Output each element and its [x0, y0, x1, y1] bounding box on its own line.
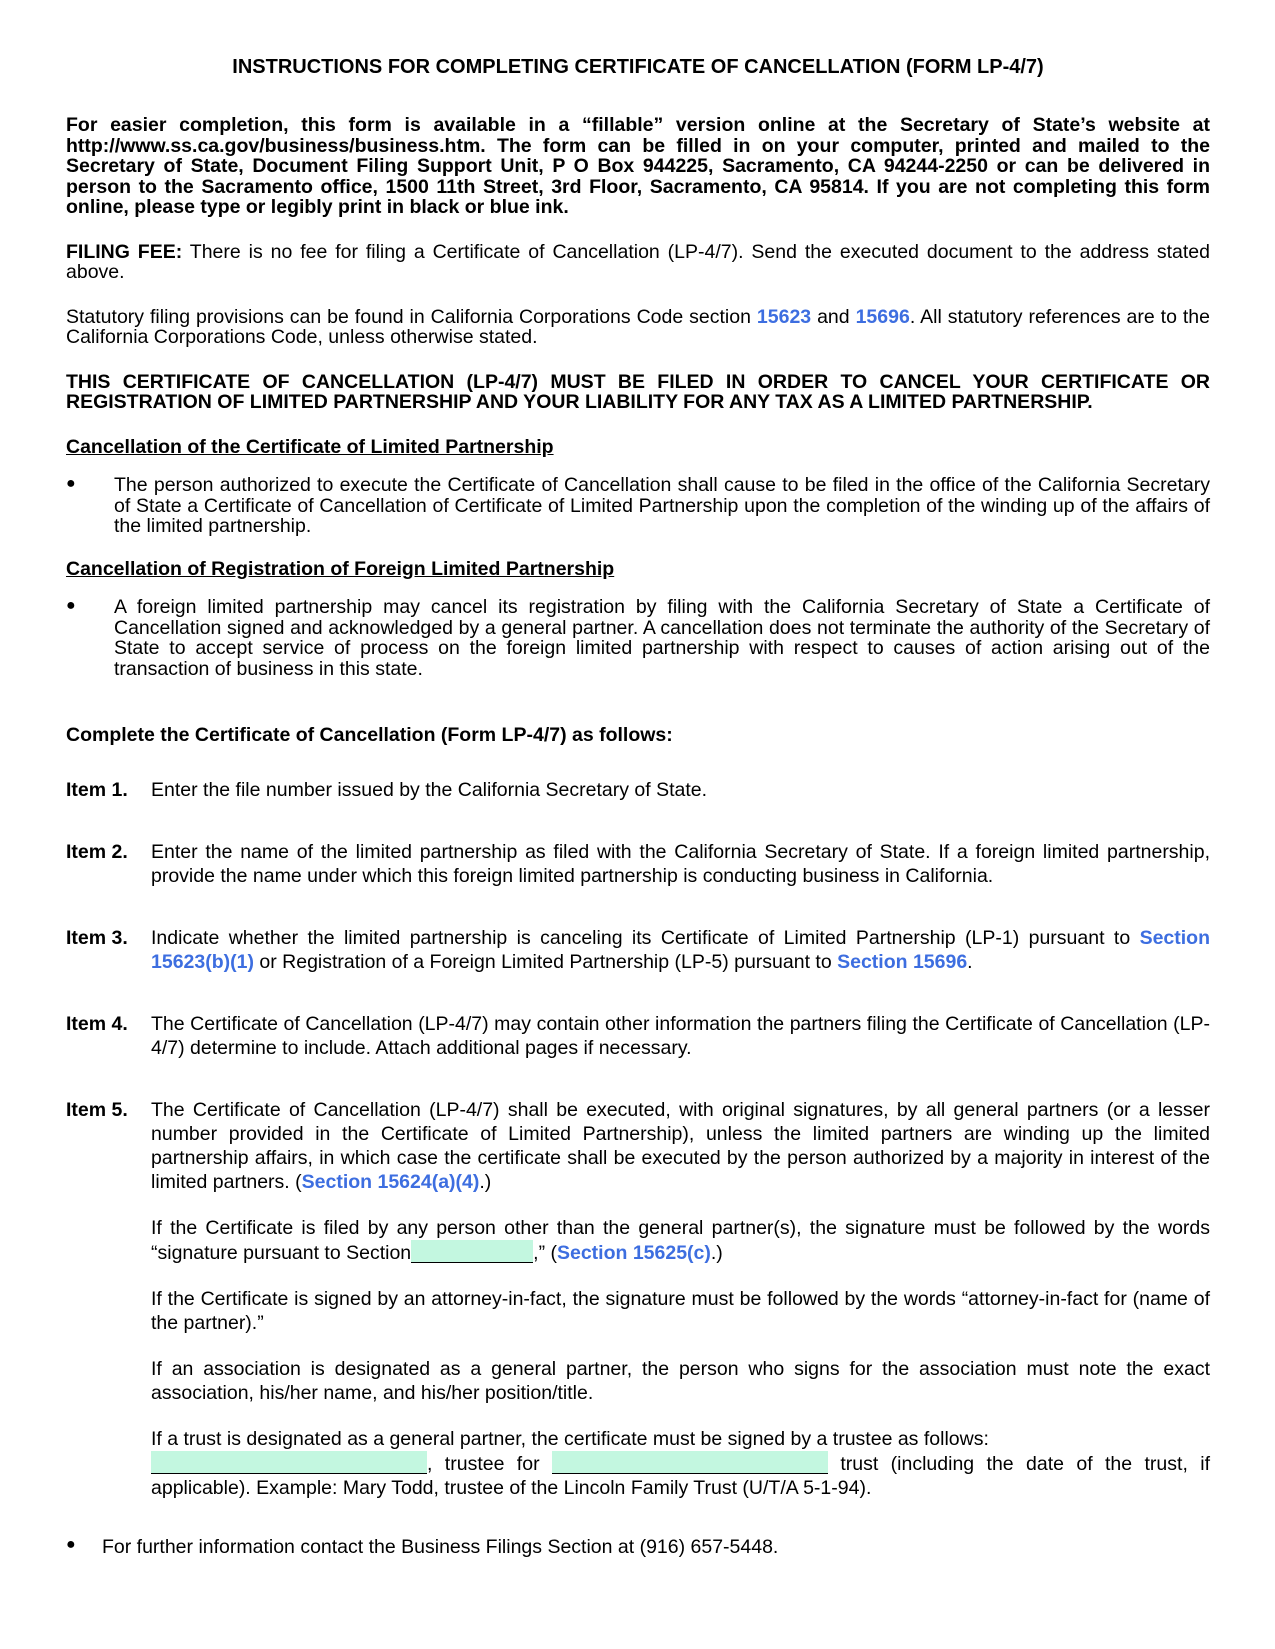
item-5-post: .) — [479, 1170, 492, 1193]
item-5-sub4 — [151, 1427, 1210, 1500]
section1-bullet-text: The person authorized to execute the Certificate of Cancellation shall cause to be filed in the office of the California Secretary of State a Certificate of Cancellation of Certificate of Limited Partnership upon the completion of the winding up of the affairs of the limited partnership. — [114, 474, 1210, 537]
item-2-label: Item 2. — [66, 840, 128, 863]
section1-bullet — [66, 475, 1210, 537]
bullet-icon: ● — [66, 1535, 76, 1553]
item-5-sub4-trustee-for: , trustee for — [427, 1452, 552, 1475]
item-3 — [66, 926, 1210, 974]
item-1-label: Item 1. — [66, 778, 128, 801]
statutory-mid: and — [811, 305, 856, 328]
item-5-label: Item 5. — [66, 1098, 128, 1121]
item-3-label: Item 3. — [66, 926, 128, 949]
item-5-sub1 — [151, 1216, 1210, 1265]
item-5-sub1-post: .) — [710, 1241, 723, 1264]
item-5-sub4-line1: If a trust is designated as a general partner, the certificate must be signed by a trustee as follows: — [151, 1427, 989, 1450]
item-5-text — [151, 1098, 1210, 1194]
section2-heading: Cancellation of Registration of Foreign Limited Partnership — [66, 557, 615, 580]
complete-heading: Complete the Certificate of Cancellation (Form LP-4/7) as follows: — [66, 724, 673, 746]
bullet-icon: ● — [66, 475, 76, 492]
section-15696-link-item3[interactable]: Section 15696 — [837, 950, 968, 973]
filing-fee-label: FILING FEE: — [66, 240, 183, 263]
item-4-label: Item 4. — [66, 1012, 128, 1035]
item-1-text: Enter the file number issued by the California Secretary of State. — [151, 778, 708, 801]
section-15625c-link[interactable]: Section 15625(c) — [556, 1241, 711, 1264]
item-4 — [66, 1012, 1210, 1060]
statutory-paragraph — [66, 307, 1210, 348]
section2-bullet — [66, 597, 1210, 679]
item-5-sub1-mid: ,” ( — [533, 1241, 557, 1264]
section1-heading: Cancellation of the Certificate of Limited Partnership — [66, 435, 554, 458]
item-5-pre: The Certificate of Cancellation (LP-4/7) shall be executed, with original signatures, by all general partners (or a lesser number provided in the Certificate of Limited Partnership), unless the limited partners are winding up the limited partnership affairs, in which case the certificate shall be executed by the person authorized by a majority in interest of the limited partners. ( — [151, 1098, 1210, 1193]
trust-name-field[interactable] — [552, 1451, 828, 1474]
section-15624a4-link[interactable]: Section 15624(a)(4) — [301, 1170, 480, 1193]
item-5 — [66, 1098, 1210, 1500]
intro-paragraph: For easier completion, this form is available in a “fillable” version online at the Secretary of State’s website at http://www.ss.ca.gov/business/business.htm. The form can be filled in on your computer, printed and mailed to the Secretary of State, Document Filing Support Unit, P O Box 944225, Sacramento, CA 94244-2250 or can be delivered in person to the Sacramento office, 1500 11th Street, 3rd Floor, Sacramento, CA 95814. If you are not completing this form online, please type or legibly print in black or blue ink. — [66, 114, 1210, 218]
filing-fee-paragraph — [66, 242, 1210, 283]
trustee-name-field[interactable] — [151, 1451, 427, 1474]
item-2 — [66, 840, 1210, 888]
section-15623b1-link[interactable]: Section 15623(b)(1) — [151, 926, 1210, 973]
item-5-sub4-post: trust (including the date of the trust, if applicable). Example: Mary Todd, trustee of the Lincoln Family Trust (U/T/A 5-1-94). — [151, 1452, 1210, 1499]
item-3-pre: Indicate whether the limited partnership is canceling its Certificate of Limited Partnership (LP-1) pursuant to — [151, 926, 1140, 949]
item-1 — [66, 778, 1210, 802]
item-3-mid: or Registration of a Foreign Limited Partnership (LP-5) pursuant to — [253, 950, 838, 973]
section-15696-link[interactable]: 15696 — [855, 305, 910, 328]
instructions-page — [66, 56, 1210, 1559]
item-5-sub1-pre: If the Certificate is filed by any person other than the general partner(s), the signature must be followed by the words “signature pursuant to Section — [151, 1216, 1210, 1264]
statutory-pre: Statutory filing provisions can be found in California Corporations Code section — [66, 305, 757, 328]
section-15623-link[interactable]: 15623 — [756, 305, 812, 328]
item-5-sub3: If an association is designated as a general partner, the person who signs for the association must note the exact association, his/her name, and his/her position/title. — [151, 1357, 1210, 1404]
further-info-text: For further information contact the Business Filings Section at (916) 657-5448. — [102, 1535, 779, 1558]
item-2-text: Enter the name of the limited partnership as filed with the California Secretary of State. If a foreign limited partnership, provide the name under which this foreign limited partnership is conducting business in California. — [151, 840, 1210, 887]
section2-bullet-text: A foreign limited partnership may cancel its registration by filing with the California Secretary of State a Certificate of Cancellation signed and acknowledged by a general partner. A cancellation does not terminate the authority of the Secretary of State to accept service of process on the foreign limited partnership with respect to causes of action arising out of the transaction of business in this state. — [114, 596, 1210, 680]
statutory-post: . All statutory references are to the California Corporations Code, unless otherwise stated. — [66, 305, 1210, 348]
item-4-text: The Certificate of Cancellation (LP-4/7) may contain other information the partners filing the Certificate of Cancellation (LP-4/7) determine to include. Attach additional pages if necessary. — [151, 1012, 1210, 1059]
further-info-bullet — [66, 1536, 1210, 1559]
page-title: INSTRUCTIONS FOR COMPLETING CERTIFICATE OF CANCELLATION (FORM LP-4/7) — [232, 56, 1044, 78]
caps-notice: THIS CERTIFICATE OF CANCELLATION (LP-4/7) MUST BE FILED IN ORDER TO CANCEL YOUR CERTIFICATE OR REGISTRATION OF LIMITED PARTNERSHIP AND YOUR LIABILITY FOR ANY TAX AS A LIMITED PARTNERSHIP. — [66, 370, 1210, 413]
item-5-sub2: If the Certificate is signed by an attorney-in-fact, the signature must be followed by the words “attorney-in-fact for (name of the partner).” — [151, 1287, 1210, 1334]
item-3-post: . — [967, 950, 973, 973]
filing-fee-text: There is no fee for filing a Certificate of Cancellation (LP-4/7). Send the executed document to the address stated above. — [66, 240, 1210, 283]
bullet-icon: ● — [66, 597, 76, 614]
section-number-field[interactable] — [411, 1240, 533, 1263]
item-3-text — [151, 926, 1210, 974]
